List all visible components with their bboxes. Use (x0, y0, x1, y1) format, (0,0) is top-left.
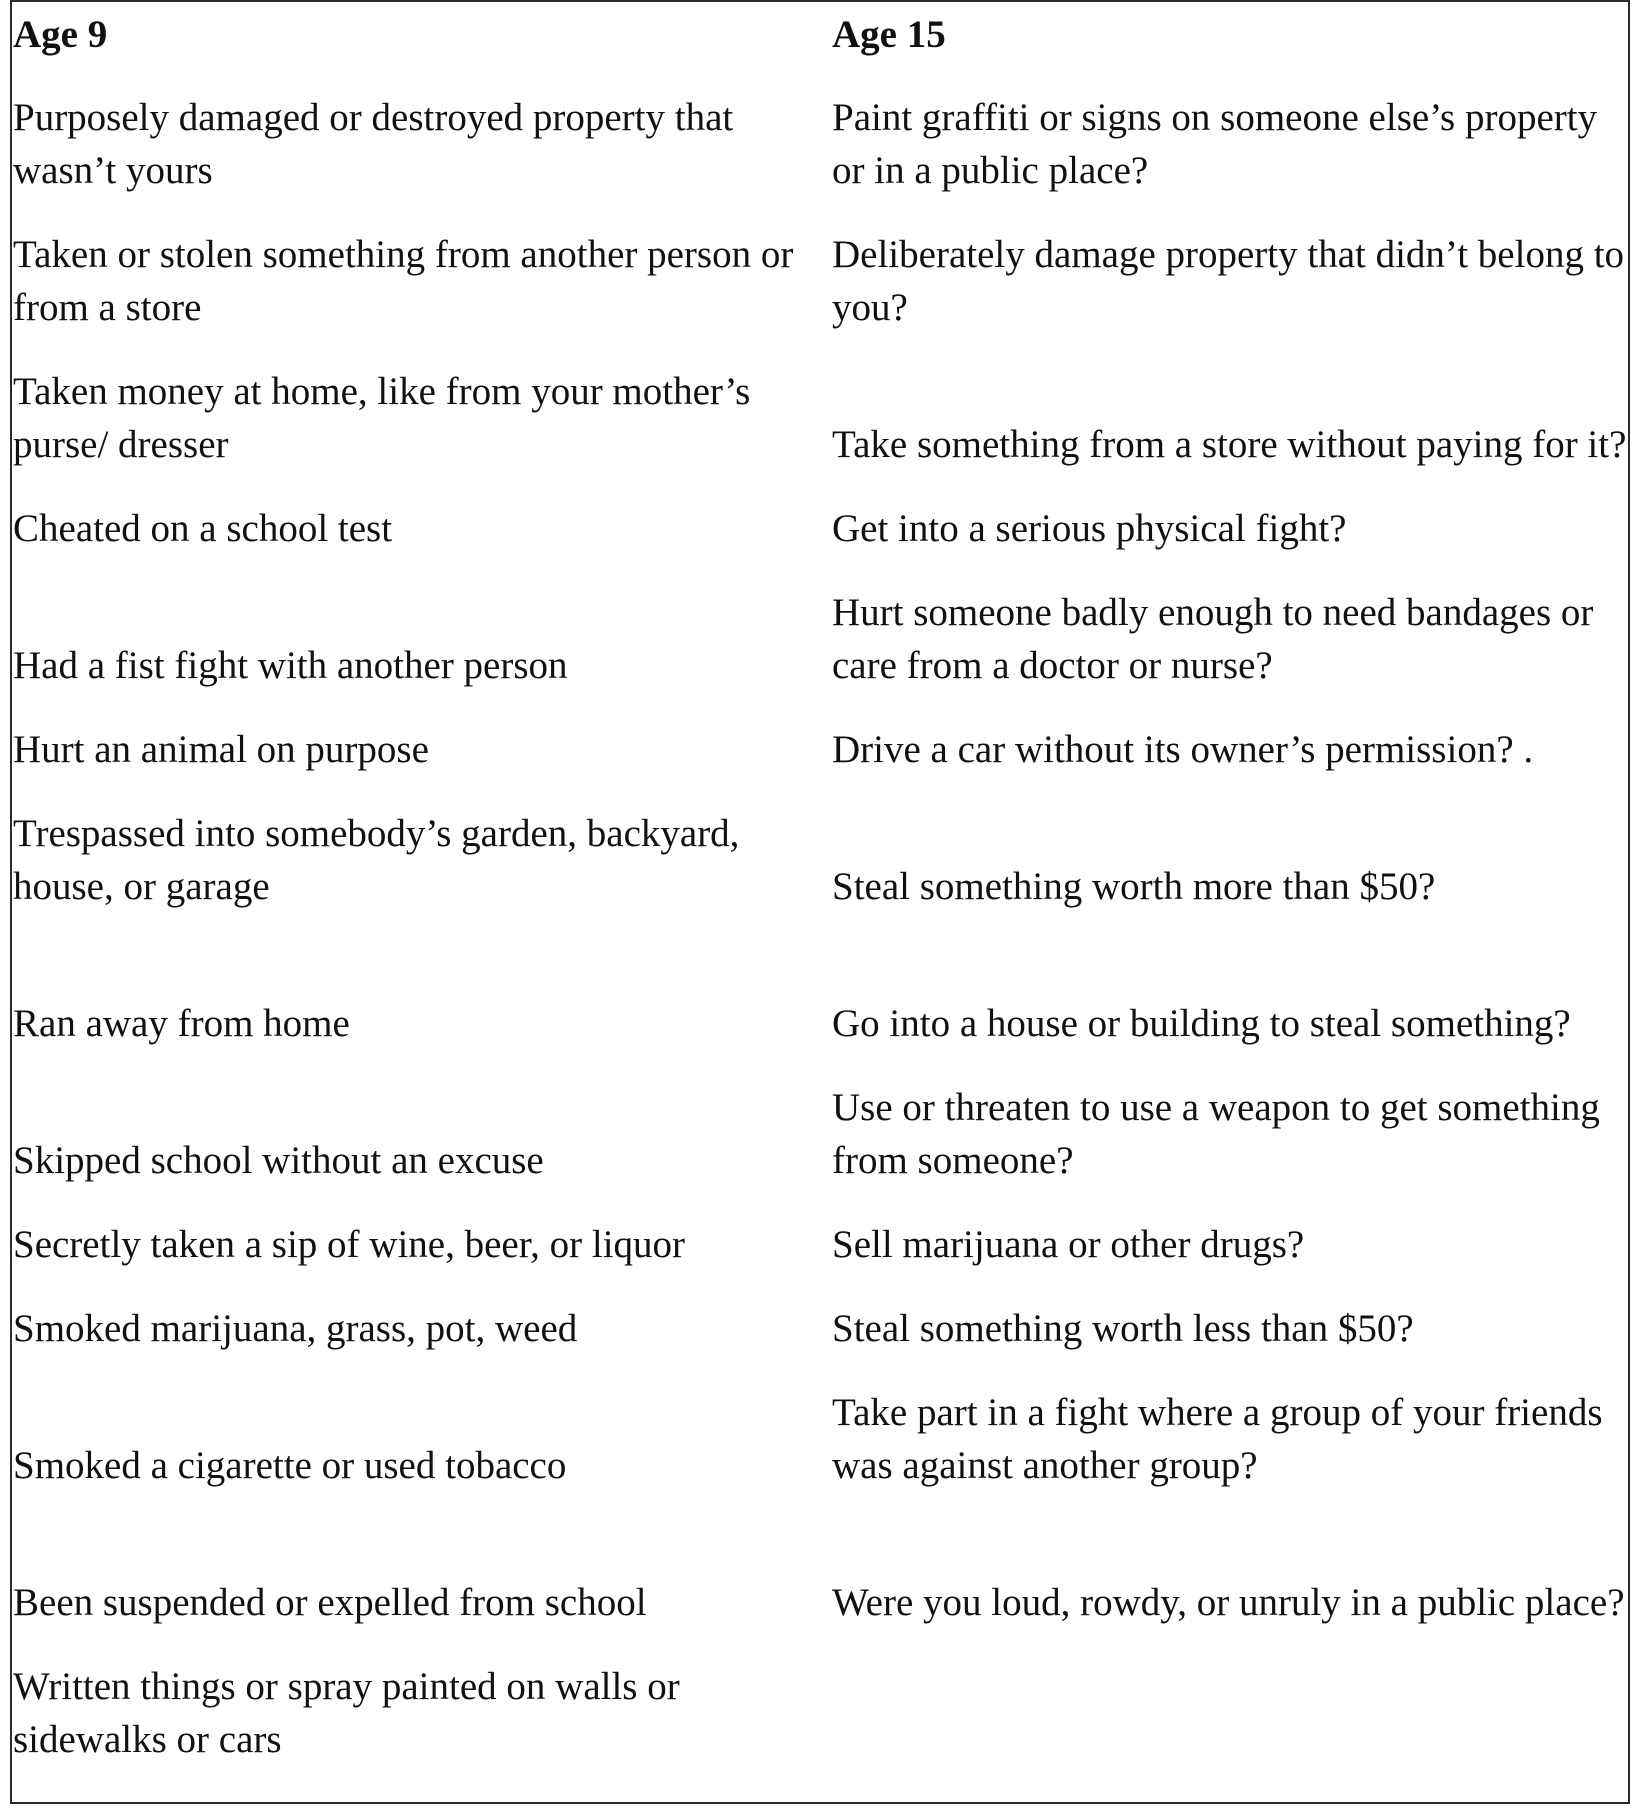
table-cell (832, 1302, 1632, 1355)
column-header-age-15: Age 15 (832, 13, 946, 56)
age-15-item: Take part in a fight where a group of your friends was against another group? (832, 1391, 1603, 1487)
table-cell (13, 1386, 828, 1492)
table-cell (13, 228, 828, 334)
table-cell (832, 365, 1632, 471)
table-cell (832, 944, 1632, 1050)
age-9-item: Had a fist fight with another person (13, 644, 568, 687)
age-9-item: Taken or stolen something from another person or from a store (13, 233, 794, 329)
table-cell (13, 944, 828, 1050)
age-15-item: Steal something worth more than $50? (832, 865, 1436, 908)
table-cell (13, 723, 828, 776)
table-cell (832, 1523, 1632, 1629)
table-cell (832, 91, 1632, 197)
age-15-item: Deliberately damage property that didn’t belong to you? (832, 233, 1625, 329)
table-cell (832, 1218, 1632, 1271)
age-9-item: Taken money at home, like from your mother’s purse/ dresser (13, 370, 751, 466)
table-cell (13, 1660, 828, 1766)
column-header-age-9: Age 9 (13, 13, 108, 56)
table-cell (13, 365, 828, 471)
age-9-item: Smoked a cigarette or used tobacco (13, 1444, 567, 1487)
age-9-item: Written things or spray painted on walls or sidewalks or cars (13, 1665, 680, 1761)
table-cell (832, 1386, 1632, 1492)
table-cell (13, 502, 828, 555)
age-9-item: Secretly taken a sip of wine, beer, or liquor (13, 1223, 686, 1266)
table-cell (13, 586, 828, 692)
age-9-item: Skipped school without an excuse (13, 1139, 544, 1182)
age-15-item: Sell marijuana or other drugs? (832, 1223, 1305, 1266)
age-9-item: Trespassed into somebody’s garden, backyard, house, or garage (13, 812, 740, 908)
age-15-item: Hurt someone badly enough to need bandages or care from a doctor or nurse? (832, 591, 1594, 687)
table-cell (832, 723, 1632, 776)
table-cell (832, 228, 1632, 334)
table-cell (13, 91, 828, 197)
age-9-item: Ran away from home (13, 1002, 350, 1045)
table-cell (13, 1081, 828, 1187)
table-cell (832, 586, 1632, 692)
age-15-item: Were you loud, rowdy, or unruly in a public place? (832, 1581, 1625, 1624)
age-15-item: Paint graffiti or signs on someone else’s property or in a public place? (832, 96, 1598, 192)
age-15-item: Steal something worth less than $50? (832, 1307, 1414, 1350)
age-15-item: Take something from a store without paying for it? (832, 423, 1627, 466)
table-cell (13, 807, 828, 913)
table-cell (832, 1081, 1632, 1187)
table-cell (13, 1218, 828, 1271)
age-9-item: Hurt an animal on purpose (13, 728, 429, 771)
age-9-item: Purposely damaged or destroyed property that wasn’t yours (13, 96, 734, 192)
table-cell (13, 1302, 828, 1355)
age-15-item: Go into a house or building to steal something? (832, 1002, 1571, 1045)
table-cell (832, 807, 1632, 913)
table-cell (832, 502, 1632, 555)
age-15-item: Use or threaten to use a weapon to get something from someone? (832, 1086, 1600, 1182)
age-9-item: Cheated on a school test (13, 507, 393, 550)
age-9-item: Been suspended or expelled from school (13, 1581, 647, 1624)
age-15-item: Get into a serious physical fight? (832, 507, 1347, 550)
table-cell (13, 1523, 828, 1629)
age-15-item: Drive a car without its owner’s permission? . (832, 728, 1534, 771)
age-9-item: Smoked marijuana, grass, pot, weed (13, 1307, 578, 1350)
